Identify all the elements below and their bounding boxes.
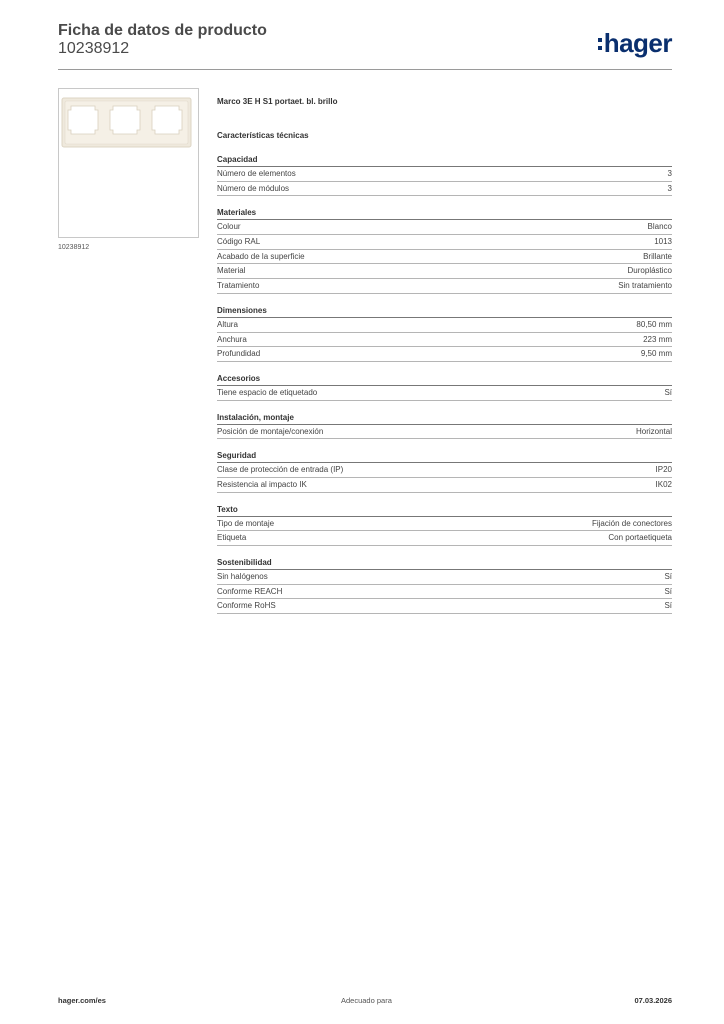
spec-label: Posición de montaje/conexión (217, 426, 324, 436)
spec-row (217, 478, 672, 493)
spec-label: Sin halógenos (217, 572, 268, 581)
product-code: 10238912 (58, 40, 130, 57)
spec-label: Conforme RoHS (217, 601, 276, 611)
footer-date: 07.03.2026 (634, 996, 672, 1005)
spec-section (217, 373, 672, 401)
product-name: Marco 3E H S1 portaet. bl. brillo (217, 97, 338, 106)
spec-label: Código RAL (217, 237, 261, 247)
spec-row (217, 531, 672, 546)
spec-label: Conforme REACH (217, 586, 283, 596)
triple-frame-image (59, 89, 198, 237)
tech-specs-title: Características técnicas (217, 131, 309, 140)
section-title: Sostenibilidad (217, 557, 672, 570)
spec-section (217, 557, 672, 614)
spec-row (217, 599, 672, 614)
spec-row (217, 463, 672, 478)
page-header (58, 21, 672, 70)
spec-value: 3 (667, 169, 672, 178)
spec-value: Blanco (647, 222, 672, 232)
hager-logo[interactable] (598, 28, 672, 56)
spec-row (217, 347, 672, 362)
section-title: Dimensiones (217, 305, 672, 318)
page-footer (58, 996, 672, 1010)
spec-label: Altura (217, 319, 238, 329)
spec-value: Fijación de conectores (591, 518, 672, 528)
spec-label: Colour (217, 222, 241, 232)
product-details (217, 95, 672, 614)
spec-label: Profundidad (217, 349, 261, 359)
spec-value: Sí (664, 572, 672, 581)
spec-value: 9,50 mm (640, 349, 672, 359)
spec-section (217, 207, 672, 293)
spec-label: Acabado de la superficie (217, 251, 305, 261)
section-title: Materiales (217, 207, 672, 220)
spec-value: Sí (664, 387, 672, 397)
logo-text: hager (603, 28, 672, 58)
spec-label: Clase de protección de entrada (IP) (217, 465, 344, 475)
document-title: Ficha de datos de producto (58, 22, 267, 39)
logo-dots-icon (598, 38, 602, 50)
spec-row (217, 570, 672, 585)
spec-value: Sí (664, 586, 672, 596)
spec-row (217, 386, 672, 401)
spec-value: Duroplástico (627, 266, 672, 276)
spec-value: Brillante (643, 251, 672, 261)
spec-label: Material (217, 266, 246, 276)
spec-row (217, 264, 672, 279)
spec-value: 3 (667, 183, 672, 193)
spec-row (217, 318, 672, 333)
section-title: Accesorios (217, 373, 672, 386)
image-caption: 10238912 (58, 244, 90, 251)
spec-value: Con portaetiqueta (608, 533, 672, 543)
spec-label: Anchura (217, 334, 247, 344)
spec-value: IK02 (655, 479, 672, 489)
spec-row (217, 182, 672, 197)
spec-value: 80,50 mm (636, 319, 672, 329)
spec-row (217, 250, 672, 265)
spec-row (217, 167, 672, 182)
section-title: Seguridad (217, 450, 672, 463)
spec-sections (217, 154, 672, 614)
spec-label: Resistencia al impacto IK (217, 479, 307, 489)
spec-label: Tipo de montaje (217, 518, 275, 528)
spec-value: Horizontal (635, 426, 672, 436)
spec-label: Número de elementos (217, 169, 296, 178)
spec-section (217, 412, 672, 440)
spec-value: Sí (664, 601, 672, 611)
spec-value: Sin tratamiento (618, 281, 672, 291)
spec-row (217, 517, 672, 532)
spec-label: Número de módulos (217, 183, 290, 193)
spec-row (217, 235, 672, 250)
spec-label: Tratamiento (217, 281, 260, 291)
spec-value: 1013 (654, 237, 672, 247)
section-title: Texto (217, 504, 672, 517)
spec-label: Etiqueta (217, 533, 247, 543)
footer-website-link[interactable]: hager.com/es (58, 996, 106, 1005)
spec-row (217, 279, 672, 294)
section-title: Capacidad (217, 154, 672, 167)
spec-row (217, 333, 672, 348)
spec-row (217, 220, 672, 235)
spec-row (217, 425, 672, 440)
spec-value: 223 mm (643, 334, 672, 344)
spec-section (217, 450, 672, 492)
spec-row (217, 585, 672, 600)
spec-value: IP20 (655, 465, 672, 475)
section-title: Instalación, montaje (217, 412, 672, 425)
product-image (58, 88, 199, 238)
spec-section (217, 504, 672, 546)
footer-suitable-for: Adecuado para (341, 996, 392, 1005)
spec-section (217, 305, 672, 362)
spec-section (217, 154, 672, 196)
spec-label: Tiene espacio de etiquetado (217, 387, 318, 397)
